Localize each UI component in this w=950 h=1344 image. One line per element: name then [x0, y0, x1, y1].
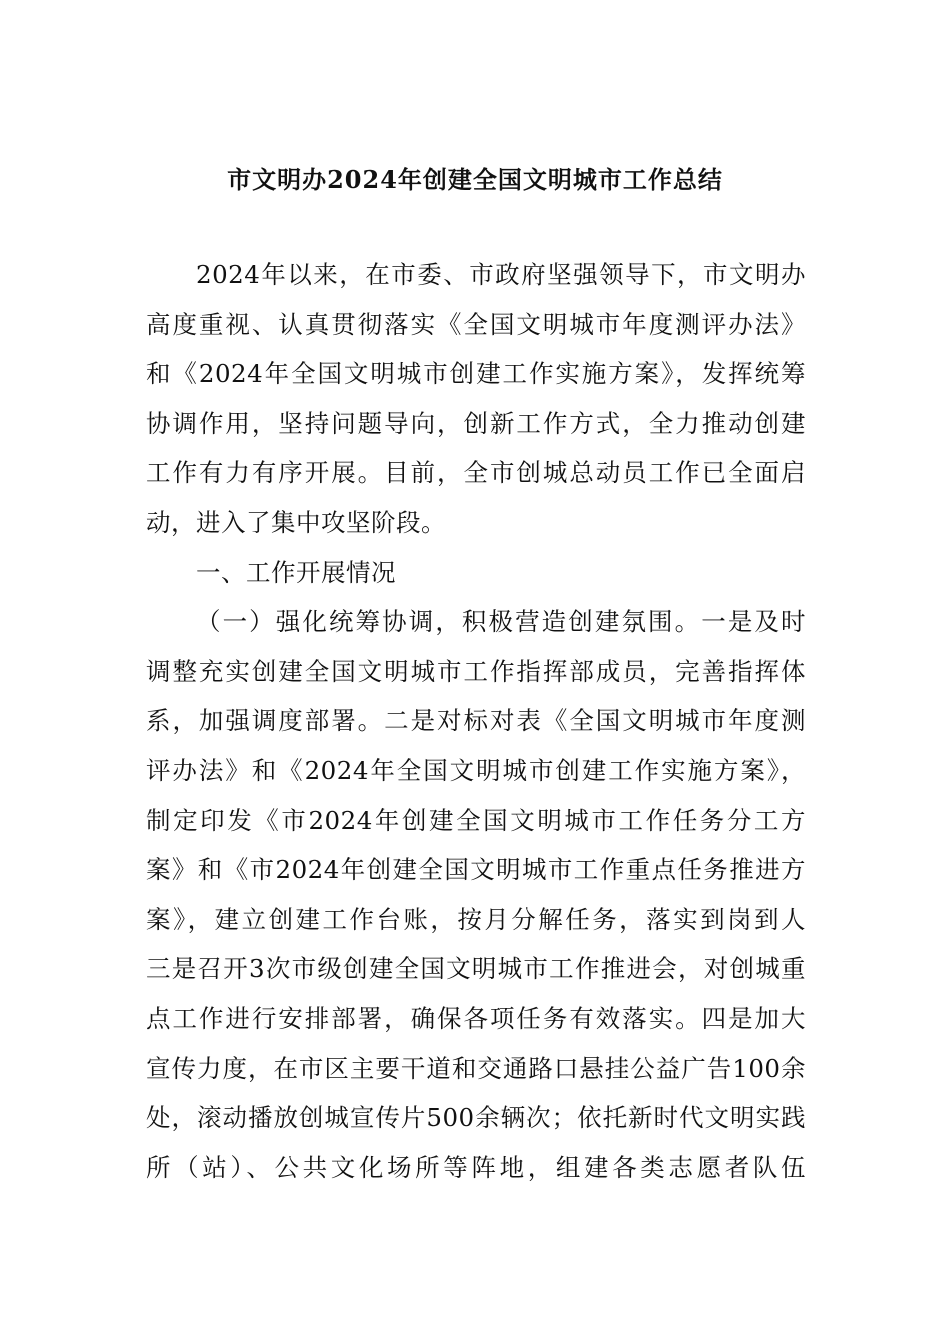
text-line: 点工作进行安排部署，确保各项任务有效落实。四是加大: [146, 1003, 806, 1033]
text-line: （一）强化统筹协调，积极营造创建氛围。一是及时: [196, 607, 806, 637]
text-line: 高度重视、认真贯彻落实《全国文明城市年度测评办法》: [146, 309, 806, 339]
text-line: 处，滚动播放创城宣传片500余辆次；依托新时代文明实践: [146, 1103, 806, 1133]
text-line: 案》，建立创建工作台账，按月分解任务，落实到岗到人: [146, 904, 806, 934]
text-line: 工作有力有序开展。目前，全市创城总动员工作已全面启: [146, 458, 806, 488]
text-line: 评办法》和《2024年全国文明城市创建工作实施方案》，: [146, 755, 806, 785]
text-line: 三是召开3次市级创建全国文明城市工作推进会，对创城重: [146, 954, 806, 984]
text-line: 和《2024年全国文明城市创建工作实施方案》，发挥统筹: [146, 359, 806, 389]
text-line: 宣传力度，在市区主要干道和交通路口悬挂公益广告100余: [146, 1053, 806, 1083]
text-line: 动，进入了集中攻坚阶段。: [146, 507, 446, 537]
document-title: 市文明办2024年创建全国文明城市工作总结: [227, 165, 723, 194]
text-line: 案》和《市2024年创建全国文明城市工作重点任务推进方: [146, 855, 806, 885]
text-line: 一、工作开展情况: [196, 557, 396, 587]
text-line: 所（站）、公共文化场所等阵地，组建各类志愿者队伍: [146, 1152, 806, 1182]
text-line: 系，加强调度部署。二是对标对表《全国文明城市年度测: [146, 706, 806, 736]
text-line: 调整充实创建全国文明城市工作指挥部成员，完善指挥体: [146, 656, 806, 686]
text-line: 协调作用，坚持问题导向，创新工作方式，全力推动创建: [146, 408, 806, 438]
text-line: 制定印发《市2024年创建全国文明城市工作任务分工方: [146, 805, 806, 835]
document-body: [146, 250, 806, 1192]
text-line: 2024年以来，在市委、市政府坚强领导下，市文明办: [196, 260, 806, 289]
